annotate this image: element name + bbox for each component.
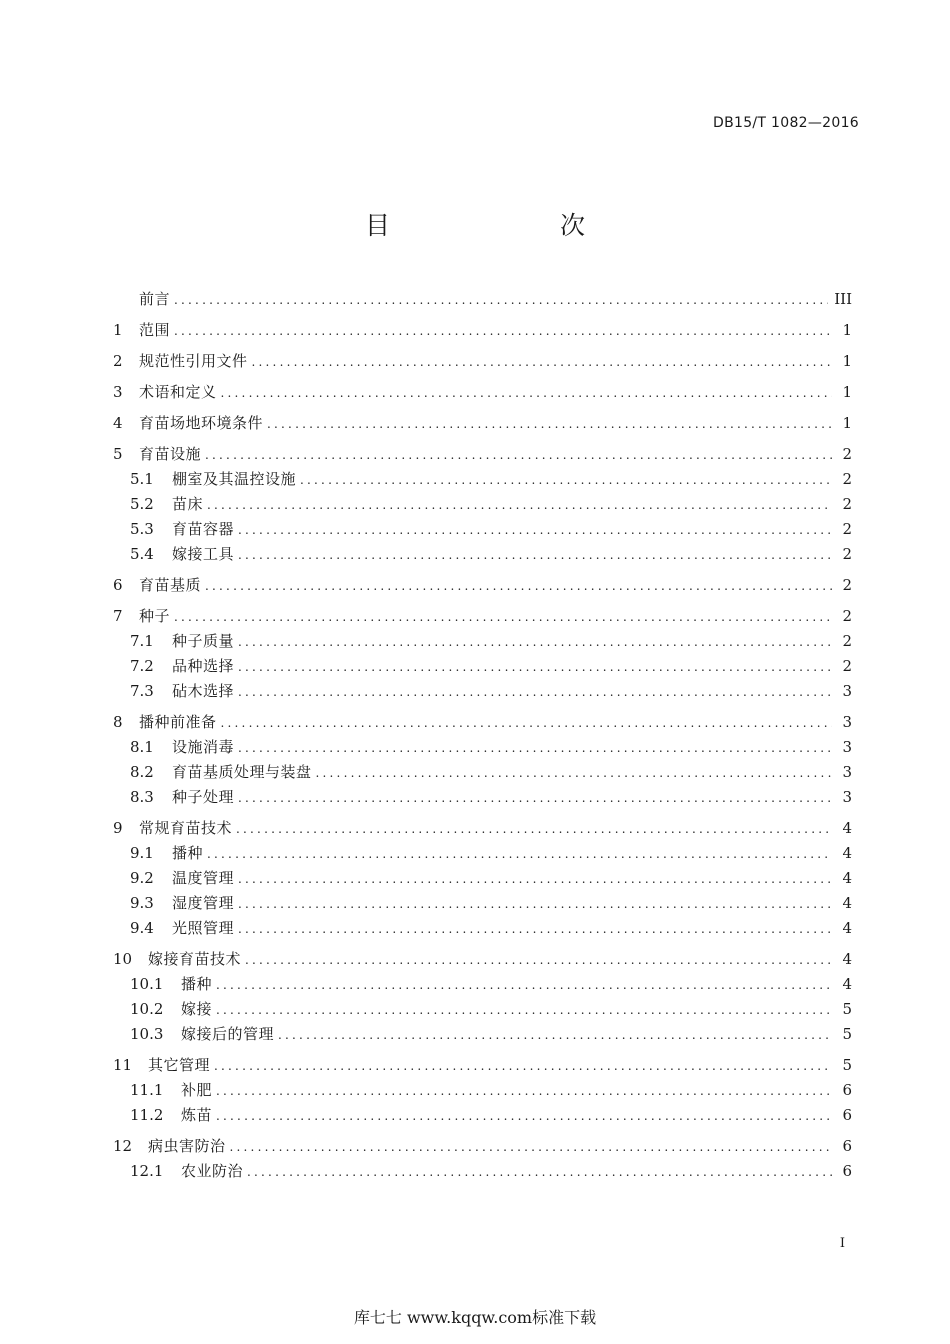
toc-leader-dots (214, 1054, 832, 1079)
toc-entry-label: 播种 (181, 975, 213, 993)
toc-leader-dots (221, 381, 832, 406)
toc-entry-label: 前言 (139, 290, 171, 308)
toc-entry[interactable] (113, 1053, 852, 1078)
toc-entry-page: 5 (842, 1000, 852, 1018)
toc-entry-label: 育苗设施 (139, 445, 202, 463)
toc-entry-page: 6 (842, 1137, 852, 1155)
toc-entry[interactable] (113, 841, 852, 866)
toc-entry-page: 1 (842, 414, 852, 432)
toc-entry-number: 5.3 (130, 520, 154, 538)
toc-entry-page: 2 (842, 576, 852, 594)
toc-entry[interactable] (113, 411, 852, 436)
toc-entry-page: 3 (842, 682, 852, 700)
toc-entry-number: 11.1 (130, 1081, 164, 1099)
toc-entry-number: 7 (113, 607, 123, 625)
toc-entry-label: 炼苗 (181, 1106, 213, 1124)
toc-entry[interactable] (113, 1103, 852, 1128)
toc-entry-label: 砧木选择 (172, 682, 235, 700)
toc-entry-page: 5 (842, 1056, 852, 1074)
toc-entry-number: 9 (113, 819, 123, 837)
toc-entry-page: 1 (842, 352, 852, 370)
toc-leader-dots (230, 1135, 832, 1160)
toc-entry[interactable] (113, 573, 852, 598)
watermark-text: 库七七 www.kqqw.com标准下载 (353, 1308, 597, 1327)
toc-leader-dots (238, 655, 832, 680)
toc-entry-number: 8.3 (130, 788, 154, 806)
toc-entry-page: 2 (842, 632, 852, 650)
toc-entry[interactable] (113, 1022, 852, 1047)
toc-entry[interactable] (113, 710, 852, 735)
toc-entry-page: 4 (842, 894, 852, 912)
toc-entry-label: 种子质量 (172, 632, 235, 650)
page-title: 目 次 (364, 211, 625, 240)
toc-entry[interactable] (113, 997, 852, 1022)
toc-entry[interactable] (113, 287, 852, 312)
toc-entry[interactable] (113, 735, 852, 760)
table-of-contents (113, 287, 852, 1184)
toc-entry[interactable] (113, 349, 852, 374)
toc-entry-label: 苗床 (172, 495, 204, 513)
toc-entry[interactable] (113, 1134, 852, 1159)
toc-leader-dots (267, 412, 832, 437)
toc-entry[interactable] (113, 785, 852, 810)
toc-entry-number: 5 (113, 445, 123, 463)
toc-entry-page: 4 (842, 844, 852, 862)
toc-entry-label: 种子处理 (172, 788, 235, 806)
toc-entry-number: 6 (113, 576, 123, 594)
toc-leader-dots (238, 680, 832, 705)
toc-entry-number: 8 (113, 713, 123, 731)
toc-entry-label: 嫁接 (181, 1000, 213, 1018)
toc-entry-label: 规范性引用文件 (139, 352, 248, 370)
toc-entry[interactable] (113, 467, 852, 492)
toc-entry-label: 设施消毒 (172, 738, 235, 756)
toc-entry[interactable] (113, 891, 852, 916)
toc-entry-number: 1 (113, 321, 123, 339)
toc-leader-dots (216, 973, 832, 998)
toc-entry-page: 6 (842, 1162, 852, 1180)
toc-entry-label: 育苗容器 (172, 520, 235, 538)
toc-entry-page: 3 (842, 713, 852, 731)
toc-leader-dots (205, 443, 832, 468)
toc-entry-page: 4 (842, 819, 852, 837)
toc-entry-number: 7.3 (130, 682, 154, 700)
toc-entry-number: 8.1 (130, 738, 154, 756)
toc-leader-dots (300, 468, 832, 493)
toc-entry[interactable] (113, 1078, 852, 1103)
toc-entry-number: 8.2 (130, 763, 154, 781)
toc-leader-dots (252, 350, 832, 375)
toc-entry-label: 常规育苗技术 (139, 819, 233, 837)
toc-entry-page: 5 (842, 1025, 852, 1043)
toc-entry-label: 育苗基质 (139, 576, 202, 594)
toc-entry-number: 12.1 (130, 1162, 164, 1180)
toc-entry-label: 育苗基质处理与装盘 (172, 763, 312, 781)
toc-entry-page: 6 (842, 1106, 852, 1124)
toc-entry-page: 1 (842, 383, 852, 401)
toc-entry[interactable] (113, 318, 852, 343)
toc-entry[interactable] (113, 866, 852, 891)
toc-entry-label: 湿度管理 (172, 894, 235, 912)
toc-leader-dots (245, 948, 832, 973)
page-number: I (839, 1236, 845, 1251)
toc-entry-label: 育苗场地环境条件 (139, 414, 264, 432)
toc-entry[interactable] (113, 760, 852, 785)
toc-entry-page: 3 (842, 788, 852, 806)
toc-entry-number: 5.2 (130, 495, 154, 513)
toc-leader-dots (174, 288, 828, 313)
toc-entry-number: 10.1 (130, 975, 164, 993)
toc-leader-dots (207, 842, 832, 867)
toc-entry-page: 4 (842, 950, 852, 968)
toc-leader-dots (238, 630, 832, 655)
toc-entry[interactable] (113, 679, 852, 704)
toc-entry[interactable] (113, 604, 852, 629)
toc-entry-page: 2 (842, 495, 852, 513)
toc-entry[interactable] (113, 492, 852, 517)
toc-entry-number: 4 (113, 414, 123, 432)
toc-entry[interactable] (113, 380, 852, 405)
toc-entry-number: 9.2 (130, 869, 154, 887)
toc-entry[interactable] (113, 517, 852, 542)
toc-leader-dots (216, 1104, 832, 1129)
toc-entry-label: 播种 (172, 844, 204, 862)
toc-entry-page: 3 (842, 738, 852, 756)
toc-entry-label: 术语和定义 (139, 383, 217, 401)
toc-entry-page: 2 (842, 657, 852, 675)
toc-entry[interactable] (113, 972, 852, 997)
toc-leader-dots (205, 574, 832, 599)
toc-entry-label: 病虫害防治 (148, 1137, 226, 1155)
toc-entry-label: 补肥 (181, 1081, 213, 1099)
toc-entry-page: 2 (842, 520, 852, 538)
toc-entry[interactable] (113, 1159, 852, 1184)
toc-entry[interactable] (113, 629, 852, 654)
toc-entry-label: 品种选择 (172, 657, 235, 675)
toc-leader-dots (238, 786, 832, 811)
toc-entry[interactable] (113, 816, 852, 841)
toc-entry-page: 4 (842, 975, 852, 993)
toc-entry-label: 种子 (139, 607, 171, 625)
toc-entry[interactable] (113, 442, 852, 467)
toc-entry-number: 11 (113, 1056, 133, 1074)
toc-entry-number: 7.1 (130, 632, 154, 650)
toc-leader-dots (247, 1160, 832, 1185)
toc-entry-label: 嫁接工具 (172, 545, 235, 563)
toc-entry-page: 4 (842, 869, 852, 887)
toc-entry-label: 农业防治 (181, 1162, 244, 1180)
toc-leader-dots (316, 761, 832, 786)
toc-entry-number: 9.4 (130, 919, 154, 937)
toc-entry-page: 4 (842, 919, 852, 937)
toc-leader-dots (174, 605, 832, 630)
toc-entry-label: 嫁接育苗技术 (148, 950, 242, 968)
toc-entry-number: 12 (113, 1137, 133, 1155)
standard-code: DB15/T 1082—2016 (713, 115, 859, 131)
toc-leader-dots (238, 518, 832, 543)
toc-entry-number: 3 (113, 383, 123, 401)
toc-leader-dots (216, 998, 832, 1023)
toc-entry-label: 嫁接后的管理 (181, 1025, 275, 1043)
toc-entry-number: 5.1 (130, 470, 154, 488)
toc-entry-label: 光照管理 (172, 919, 235, 937)
toc-entry[interactable] (113, 947, 852, 972)
toc-entry-number: 5.4 (130, 545, 154, 563)
toc-entry-number: 10.3 (130, 1025, 164, 1043)
toc-leader-dots (278, 1023, 832, 1048)
toc-entry-page: 2 (842, 445, 852, 463)
toc-leader-dots (238, 543, 832, 568)
toc-entry-page: 2 (842, 545, 852, 563)
toc-leader-dots (238, 736, 832, 761)
toc-leader-dots (236, 817, 832, 842)
toc-entry-page: 2 (842, 470, 852, 488)
toc-entry-page: 6 (842, 1081, 852, 1099)
toc-entry[interactable] (113, 916, 852, 941)
toc-leader-dots (207, 493, 832, 518)
toc-leader-dots (174, 319, 832, 344)
toc-entry-label: 棚室及其温控设施 (172, 470, 297, 488)
toc-entry-number: 9.1 (130, 844, 154, 862)
toc-entry[interactable] (113, 654, 852, 679)
toc-entry-number: 7.2 (130, 657, 154, 675)
toc-leader-dots (238, 867, 832, 892)
toc-entry-page: III (834, 290, 852, 308)
toc-entry-number: 9.3 (130, 894, 154, 912)
toc-entry-number: 11.2 (130, 1106, 164, 1124)
toc-entry-label: 温度管理 (172, 869, 235, 887)
toc-entry-number: 10 (113, 950, 133, 968)
toc-leader-dots (238, 892, 832, 917)
toc-leader-dots (216, 1079, 832, 1104)
toc-entry-page: 3 (842, 763, 852, 781)
toc-leader-dots (221, 711, 832, 736)
toc-entry-label: 播种前准备 (139, 713, 217, 731)
toc-entry-number: 2 (113, 352, 123, 370)
toc-leader-dots (238, 917, 832, 942)
toc-entry[interactable] (113, 542, 852, 567)
toc-entry-label: 范围 (139, 321, 171, 339)
toc-entry-page: 2 (842, 607, 852, 625)
toc-entry-page: 1 (842, 321, 852, 339)
toc-entry-number: 10.2 (130, 1000, 164, 1018)
toc-entry-label: 其它管理 (148, 1056, 211, 1074)
